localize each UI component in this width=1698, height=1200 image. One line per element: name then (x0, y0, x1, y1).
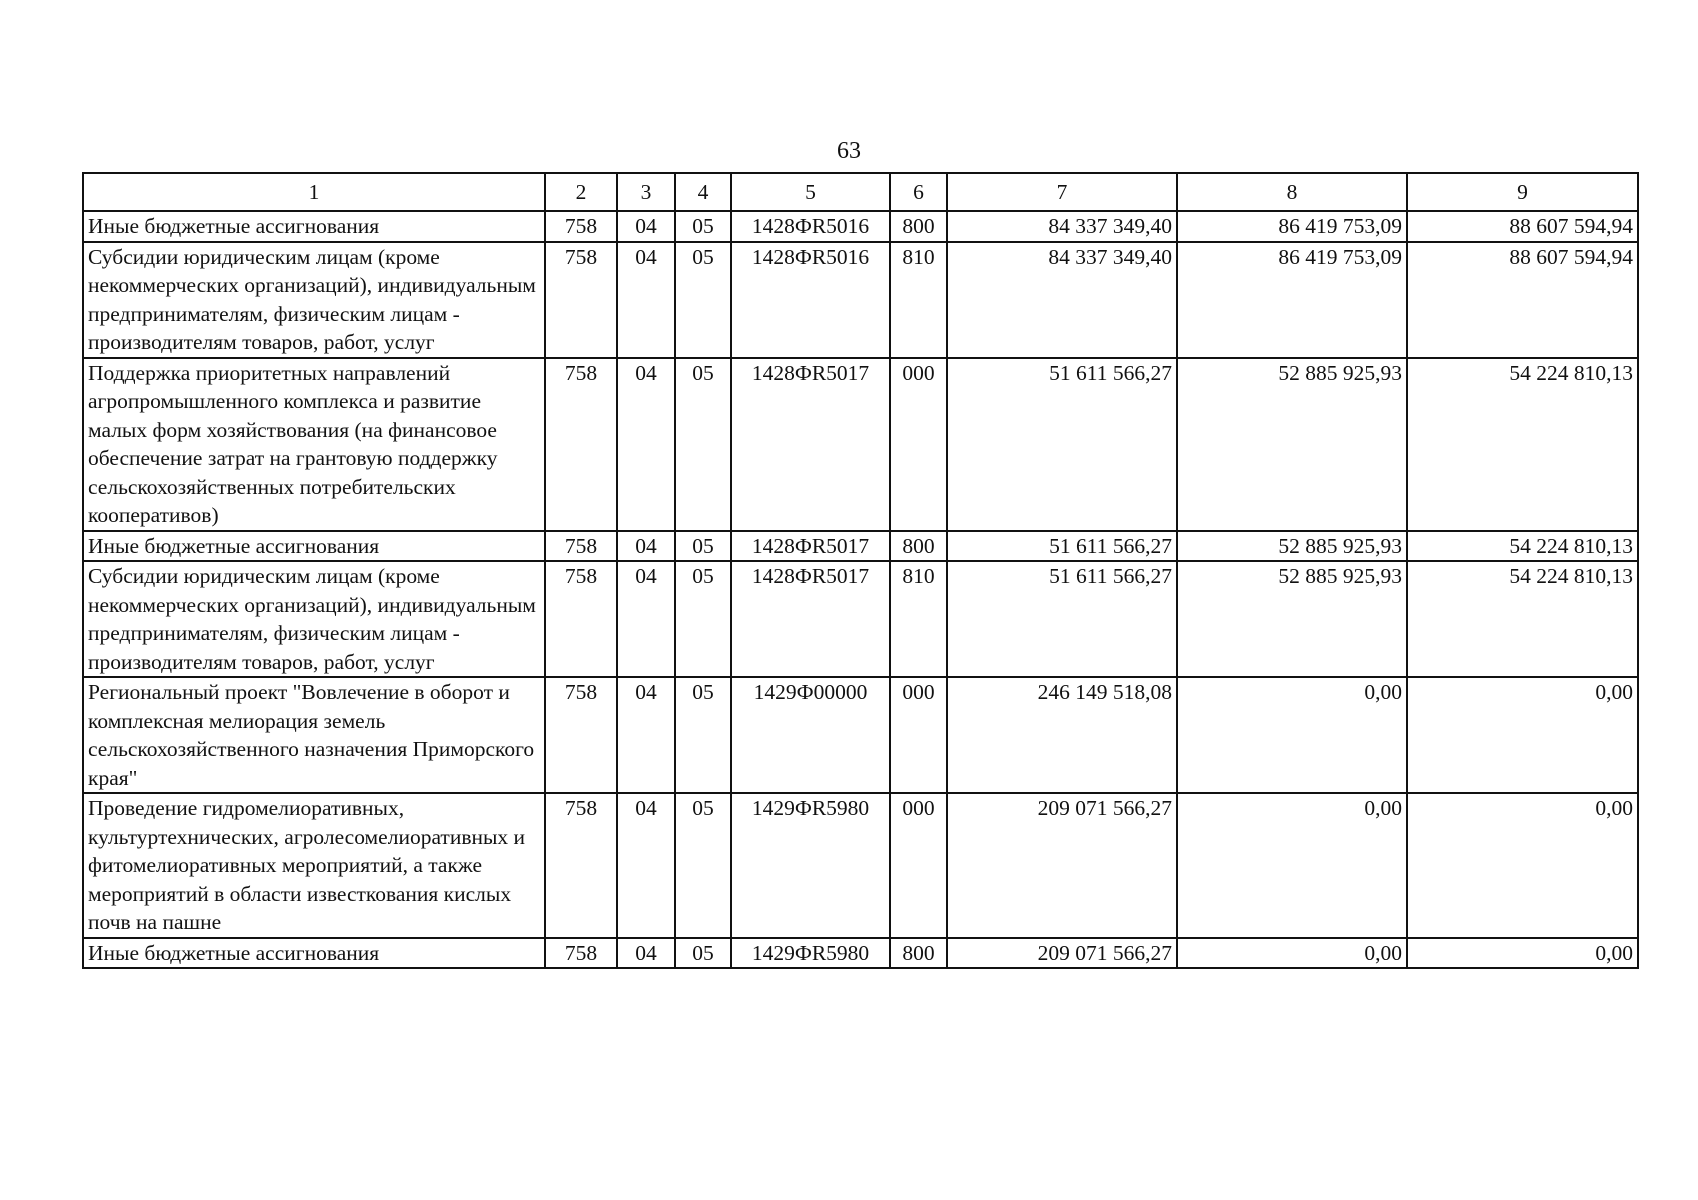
amount-col-9: 0,00 (1407, 793, 1638, 938)
expense-type-code: 800 (890, 211, 947, 242)
ministry-code: 758 (545, 938, 617, 969)
amount-col-7: 209 071 566,27 (947, 793, 1177, 938)
target-article-code: 1429ФR5980 (731, 793, 890, 938)
table-row (83, 793, 1638, 938)
target-article-code: 1428ФR5016 (731, 211, 890, 242)
target-article-code: 1428ФR5017 (731, 561, 890, 677)
target-article-code: 1429Ф00000 (731, 677, 890, 793)
table-header-row (83, 173, 1638, 211)
subsection-code: 05 (675, 211, 731, 242)
amount-col-9: 88 607 594,94 (1407, 242, 1638, 358)
amount-col-8: 52 885 925,93 (1177, 358, 1407, 531)
subsection-code: 05 (675, 242, 731, 358)
ministry-code: 758 (545, 242, 617, 358)
amount-col-8: 52 885 925,93 (1177, 561, 1407, 677)
subsection-code: 05 (675, 793, 731, 938)
ministry-code: 758 (545, 793, 617, 938)
amount-col-7: 84 337 349,40 (947, 242, 1177, 358)
row-description: Проведение гидромелиоративных, культуртехнических, агролесомелиоративных и фитомелиоративных мероприятий, а также мероприятий в области известкования кислых почв на пашне (83, 793, 545, 938)
expense-type-code: 000 (890, 793, 947, 938)
section-code: 04 (617, 242, 675, 358)
amount-col-7: 51 611 566,27 (947, 358, 1177, 531)
header-col-6: 6 (890, 173, 947, 211)
amount-col-7: 51 611 566,27 (947, 561, 1177, 677)
section-code: 04 (617, 531, 675, 562)
amount-col-7: 209 071 566,27 (947, 938, 1177, 969)
ministry-code: 758 (545, 531, 617, 562)
subsection-code: 05 (675, 561, 731, 677)
table-row (83, 358, 1638, 531)
subsection-code: 05 (675, 677, 731, 793)
expense-type-code: 800 (890, 531, 947, 562)
header-col-1: 1 (83, 173, 545, 211)
header-col-7: 7 (947, 173, 1177, 211)
subsection-code: 05 (675, 358, 731, 531)
table-row (83, 677, 1638, 793)
row-description: Региональный проект "Вовлечение в оборот и комплексная мелиорация земель сельскохозяйственного назначения Приморского края" (83, 677, 545, 793)
ministry-code: 758 (545, 677, 617, 793)
target-article-code: 1428ФR5017 (731, 531, 890, 562)
row-description: Субсидии юридическим лицам (кроме некоммерческих организаций), индивидуальным предпринимателям, физическим лицам - производителям товаров, работ, услуг (83, 561, 545, 677)
amount-col-8: 86 419 753,09 (1177, 242, 1407, 358)
header-col-3: 3 (617, 173, 675, 211)
amount-col-8: 52 885 925,93 (1177, 531, 1407, 562)
section-code: 04 (617, 211, 675, 242)
row-description: Субсидии юридическим лицам (кроме некоммерческих организаций), индивидуальным предпринимателям, физическим лицам - производителям товаров, работ, услуг (83, 242, 545, 358)
expense-type-code: 810 (890, 242, 947, 358)
amount-col-9: 54 224 810,13 (1407, 531, 1638, 562)
amount-col-8: 0,00 (1177, 938, 1407, 969)
amount-col-9: 88 607 594,94 (1407, 211, 1638, 242)
amount-col-9: 54 224 810,13 (1407, 358, 1638, 531)
subsection-code: 05 (675, 531, 731, 562)
ministry-code: 758 (545, 561, 617, 677)
subsection-code: 05 (675, 938, 731, 969)
table-row (83, 531, 1638, 562)
ministry-code: 758 (545, 211, 617, 242)
header-col-5: 5 (731, 173, 890, 211)
expense-type-code: 000 (890, 358, 947, 531)
section-code: 04 (617, 938, 675, 969)
amount-col-7: 246 149 518,08 (947, 677, 1177, 793)
row-description: Иные бюджетные ассигнования (83, 531, 545, 562)
row-description: Поддержка приоритетных направлений агропромышленного комплекса и развитие малых форм хозяйствования (на финансовое обеспечение затрат на грантовую поддержку сельскохозяйственных потребительских кооперативов) (83, 358, 545, 531)
section-code: 04 (617, 677, 675, 793)
table-row (83, 561, 1638, 677)
row-description: Иные бюджетные ассигнования (83, 211, 545, 242)
amount-col-8: 0,00 (1177, 677, 1407, 793)
amount-col-7: 51 611 566,27 (947, 531, 1177, 562)
header-col-4: 4 (675, 173, 731, 211)
target-article-code: 1429ФR5980 (731, 938, 890, 969)
header-col-9: 9 (1407, 173, 1638, 211)
section-code: 04 (617, 358, 675, 531)
target-article-code: 1428ФR5016 (731, 242, 890, 358)
row-description: Иные бюджетные ассигнования (83, 938, 545, 969)
table-row (83, 242, 1638, 358)
amount-col-9: 0,00 (1407, 938, 1638, 969)
table-row (83, 211, 1638, 242)
page-number: 63 (837, 138, 861, 164)
amount-col-8: 0,00 (1177, 793, 1407, 938)
expense-type-code: 800 (890, 938, 947, 969)
table-row (83, 938, 1638, 969)
amount-col-7: 84 337 349,40 (947, 211, 1177, 242)
section-code: 04 (617, 793, 675, 938)
expense-type-code: 000 (890, 677, 947, 793)
expense-type-code: 810 (890, 561, 947, 677)
header-col-2: 2 (545, 173, 617, 211)
target-article-code: 1428ФR5017 (731, 358, 890, 531)
amount-col-9: 0,00 (1407, 677, 1638, 793)
header-col-8: 8 (1177, 173, 1407, 211)
amount-col-9: 54 224 810,13 (1407, 561, 1638, 677)
amount-col-8: 86 419 753,09 (1177, 211, 1407, 242)
section-code: 04 (617, 561, 675, 677)
ministry-code: 758 (545, 358, 617, 531)
budget-table (82, 172, 1639, 969)
